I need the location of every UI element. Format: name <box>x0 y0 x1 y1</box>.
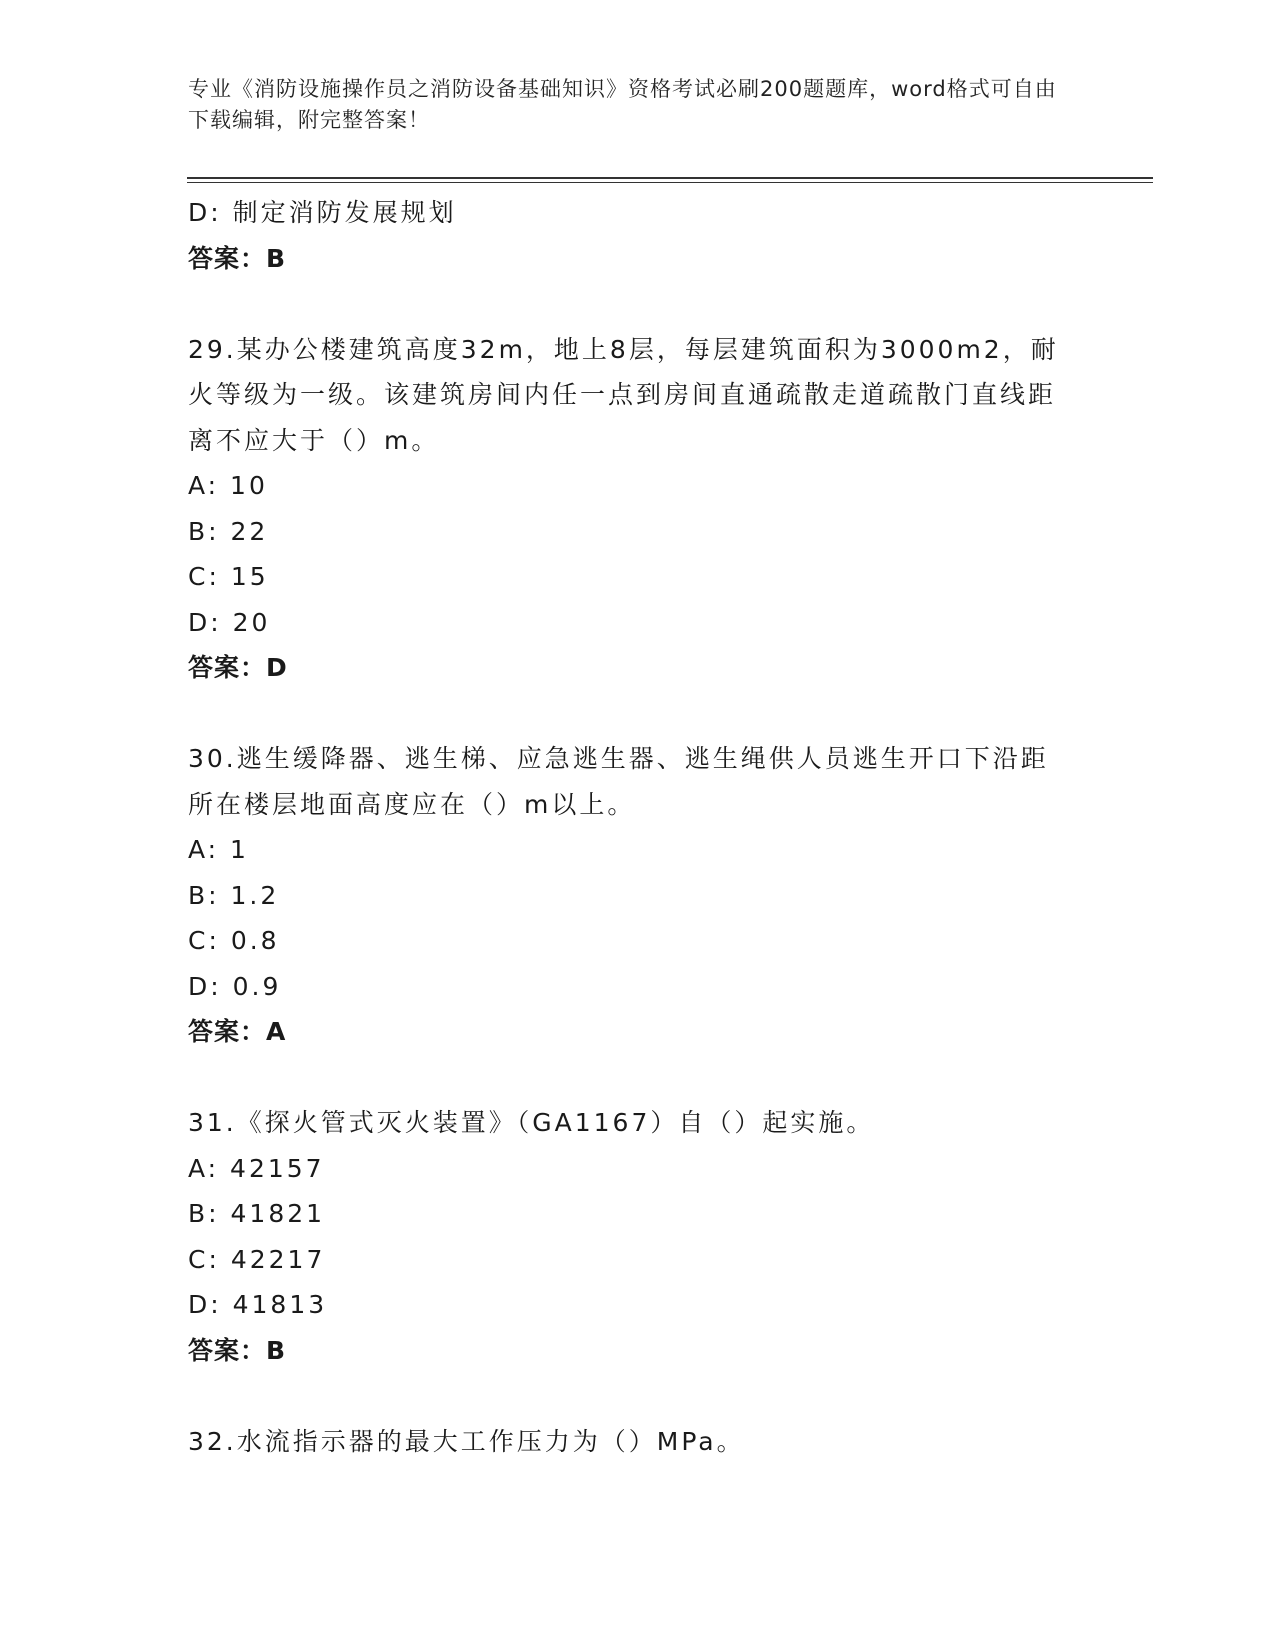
question-32 <box>188 1419 1088 1465</box>
option-b: B: 22 <box>188 516 269 546</box>
option-c: C: 15 <box>188 562 269 591</box>
option-d: D: 20 <box>188 607 271 637</box>
question-29 <box>188 327 1088 691</box>
question-stem: 32.水流指示器的最大工作压力为（）MPa。 <box>188 1426 745 1456</box>
answer-line: 答案：B <box>188 1335 287 1365</box>
document-header: 专业《消防设施操作员之消防设备基础知识》资格考试必刷200题题库，word格式可自由下载编辑，附完整答案！ <box>188 77 1057 132</box>
option-d: D: 制定消防发展规划 <box>188 198 457 227</box>
header-divider-thick <box>187 177 1153 179</box>
header-divider-thin <box>187 182 1153 183</box>
spacer <box>188 1373 1088 1419</box>
question-31 <box>188 1100 1088 1373</box>
option-a: A: 1 <box>188 835 249 864</box>
option-c: C: 0.8 <box>188 926 280 955</box>
spacer <box>188 691 1088 737</box>
option-c: C: 42217 <box>188 1244 326 1274</box>
option-a: A: 42157 <box>188 1153 325 1183</box>
option-b: B: 1.2 <box>188 880 280 910</box>
spacer <box>188 1055 1088 1101</box>
spacer <box>188 281 1088 327</box>
question-stem: 30.逃生缓降器、逃生梯、应急逃生器、逃生绳供人员逃生开口下沿距所在楼层地面高度应在（）m以上。 <box>188 744 1049 819</box>
question-stem: 29.某办公楼建筑高度32m，地上8层，每层建筑面积为3000m2，耐火等级为一级。该建筑房间内任一点到房间直通疏散走道疏散门直线距离不应大于（）m。 <box>188 334 1059 455</box>
option-d: D: 0.9 <box>188 971 282 1001</box>
option-a: A: 10 <box>188 471 268 500</box>
question-stem: 31.《探火管式灭火装置》（GA1167）自（）起实施。 <box>188 1108 875 1137</box>
answer-line: 答案：D <box>188 653 288 682</box>
option-b: B: 41821 <box>188 1199 326 1228</box>
answer-line: 答案：A <box>188 1017 287 1046</box>
question-30 <box>188 736 1088 1055</box>
answer-line: 答案：B <box>188 243 287 273</box>
option-d: D: 41813 <box>188 1290 328 1319</box>
question-list <box>188 190 1088 1464</box>
